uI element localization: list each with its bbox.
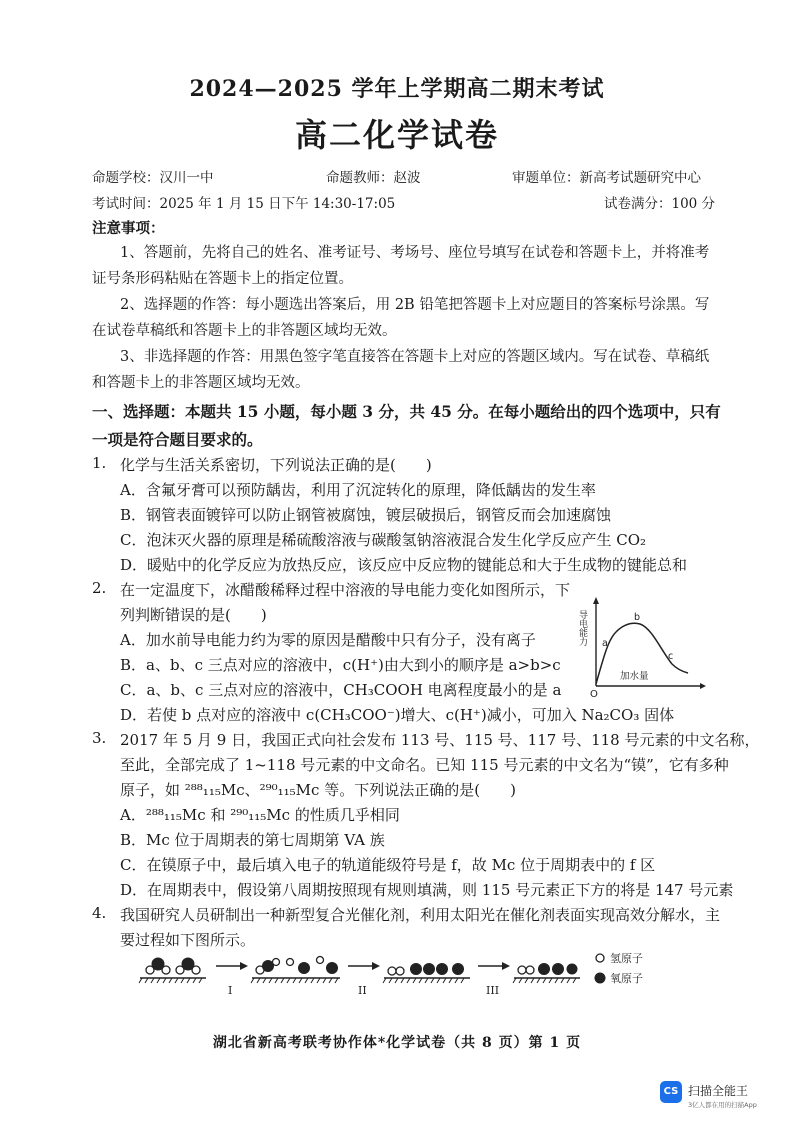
water-splitting-diagram bbox=[140, 948, 700, 1004]
y-axis-arrow bbox=[593, 597, 599, 604]
q3-stem-line2: 至此，全部完成了 1~118 号元素的中文命名。已知 115 号元素的中文名为“镆”，它有多种 bbox=[120, 756, 729, 774]
q3-option-c: C．在镆原子中，最后填入电子的轨道能级符号是 f，故 Mc 位于周期表中的 f 区 bbox=[120, 856, 656, 874]
arrow-step-1 bbox=[216, 962, 248, 997]
legend bbox=[595, 951, 644, 985]
notice-item: 3、非选择题的作答：用黑色签字笔直接答在答题卡上对应的答题区域内。写在试卷、草稿纸和答题卡上的非答题区域均无效。 bbox=[92, 349, 710, 391]
q3-stem-line1: 2017 年 5 月 9 日，我国正式向社会发布 113 号、115 号、117 号、118 号元素的中文名称， bbox=[120, 731, 760, 749]
q4-number: 4. bbox=[92, 904, 107, 922]
notice-item: 2、选择题的作答：每小题选出答案后，用 2B 铅笔把答题卡上对应题目的答案标号涂黑。写在试卷草稿纸和答题卡上的非答题区域均无效。 bbox=[92, 297, 710, 339]
page-footer: 湖北省新高考联考协作体*化学试卷（共 8 页）第 1 页 bbox=[212, 1035, 582, 1051]
catalyst-surface-2 bbox=[251, 957, 340, 984]
origin-label: O bbox=[590, 689, 598, 700]
q4-stem-line1: 我国研究人员研制出一种新型复合光催化剂，利用太阳光在催化剂表面实现高效分解水，主 bbox=[120, 906, 721, 924]
q3-option-a: A．²⁸⁸₁₁₅Mc 和 ²⁹⁰₁₁₅Mc 的性质几乎相同 bbox=[120, 806, 400, 824]
y-axis-label: 导电能力 bbox=[577, 610, 587, 646]
exam-title: 2024—2025 学年上学期高二期末考试 bbox=[189, 76, 605, 102]
scanner-tagline: 3亿人都在用的扫描App bbox=[688, 1101, 757, 1109]
q1-option-a: A．含氟牙膏可以预防龋齿，利用了沉淀转化的原理，降低龋齿的发生率 bbox=[120, 481, 596, 499]
arrow-step-2 bbox=[348, 962, 380, 997]
review-unit: 审题单位：新高考试题研究中心 bbox=[512, 170, 701, 186]
setting-school: 命题学校：汉川一中 bbox=[92, 170, 214, 186]
q3-stem-line3: 原子，如 ²⁸⁸₁₁₅Mc、²⁹⁰₁₁₅Mc 等。下列说法正确的是( ) bbox=[120, 781, 516, 799]
hydrogen-atom-icon bbox=[596, 954, 604, 962]
notice-heading: 注意事项： bbox=[92, 220, 165, 237]
point-a-label: a bbox=[602, 638, 608, 649]
step-1-label: I bbox=[228, 984, 233, 997]
q4-stem-line2: 要过程如下图所示。 bbox=[120, 931, 256, 949]
q2-stem-line1: 在一定温度下，冰醋酸稀释过程中溶液的导电能力变化如图所示，下 bbox=[120, 581, 571, 599]
arrow-step-3 bbox=[478, 962, 510, 997]
point-b-label: b bbox=[634, 612, 641, 623]
q3-number: 3. bbox=[92, 729, 107, 747]
q2-option-b: B．a、b、c 三点对应的溶液中，c(H⁺)由大到小的顺序是 a>b>c bbox=[120, 656, 561, 674]
legend-oxygen: 氧原子 bbox=[610, 972, 643, 985]
q2-number: 2. bbox=[92, 579, 107, 597]
point-c-label: c bbox=[668, 651, 674, 662]
step-3-label: III bbox=[486, 984, 500, 997]
oxygen-atom-icon bbox=[595, 973, 606, 984]
q3-option-d: D．在周期表中，假设第八周期按照现有规则填满，则 115 号元素正下方的将是 147 号元素 bbox=[120, 881, 734, 899]
q1-option-d: D．暖贴中的化学反应为放热反应，该反应中反应物的键能总和大于生成物的键能总和 bbox=[120, 556, 688, 574]
q2-option-c: C．a、b、c 三点对应的溶液中，CH₃COOH 电离程度最小的是 a bbox=[120, 681, 562, 699]
paper-title: 高二化学试卷 bbox=[294, 116, 499, 154]
catalyst-surface-4 bbox=[513, 963, 580, 983]
catalyst-surface-1 bbox=[139, 958, 206, 984]
x-axis-arrow bbox=[700, 683, 706, 689]
q2-option-a: A．加水前导电能力约为零的原因是醋酸中只有分子，没有离子 bbox=[120, 631, 536, 649]
q1-option-b: B．钢管表面镀锌可以防止钢管被腐蚀，镀层破损后，钢管反而会加速腐蚀 bbox=[120, 506, 612, 524]
exam-time: 考试时间：2025 年 1 月 15 日下午 14:30-17:05 bbox=[92, 196, 396, 212]
step-2-label: II bbox=[358, 984, 367, 997]
scanner-watermark bbox=[660, 1078, 780, 1114]
q2-stem-line2: 列判断错误的是( ) bbox=[120, 606, 267, 624]
q2-option-d: D．若使 b 点对应的溶液中 c(CH₃COO⁻)增大、c(H⁺)减小，可加入 Na₂CO₃ 固体 bbox=[120, 706, 675, 724]
q1-number: 1. bbox=[92, 454, 107, 472]
q1-option-c: C．泡沫灭火器的原理是稀硫酸溶液与碳酸氢钠溶液混合发生化学反应产生 CO₂ bbox=[120, 531, 647, 549]
x-axis-label: 加水量 bbox=[620, 671, 649, 682]
setting-teacher: 命题教师：赵波 bbox=[326, 170, 421, 186]
full-score: 试卷满分：100 分 bbox=[604, 196, 716, 212]
section-heading: 一、选择题：本题共 15 小题，每小题 3 分，共 45 分。在每小题给出的四个选项中，只有一项是符合题目要求的。 bbox=[92, 402, 721, 449]
scanner-name: 扫描全能王 bbox=[688, 1084, 749, 1098]
scanner-logo-icon: CS bbox=[660, 1081, 682, 1103]
notice-item: 1、答题前，先将自己的姓名、准考证号、考场号、座位号填写在试卷和答题卡上，并将准考证号条形码粘贴在答题卡上的指定位置。 bbox=[92, 245, 710, 287]
q1-stem: 化学与生活关系密切，下列说法正确的是( ) bbox=[120, 456, 432, 474]
conductivity-graph bbox=[577, 596, 706, 700]
catalyst-surface-3 bbox=[383, 963, 470, 983]
q3-option-b: B．Mc 位于周期表的第七周期第 VA 族 bbox=[120, 831, 385, 849]
legend-hydrogen: 氢原子 bbox=[610, 952, 643, 965]
